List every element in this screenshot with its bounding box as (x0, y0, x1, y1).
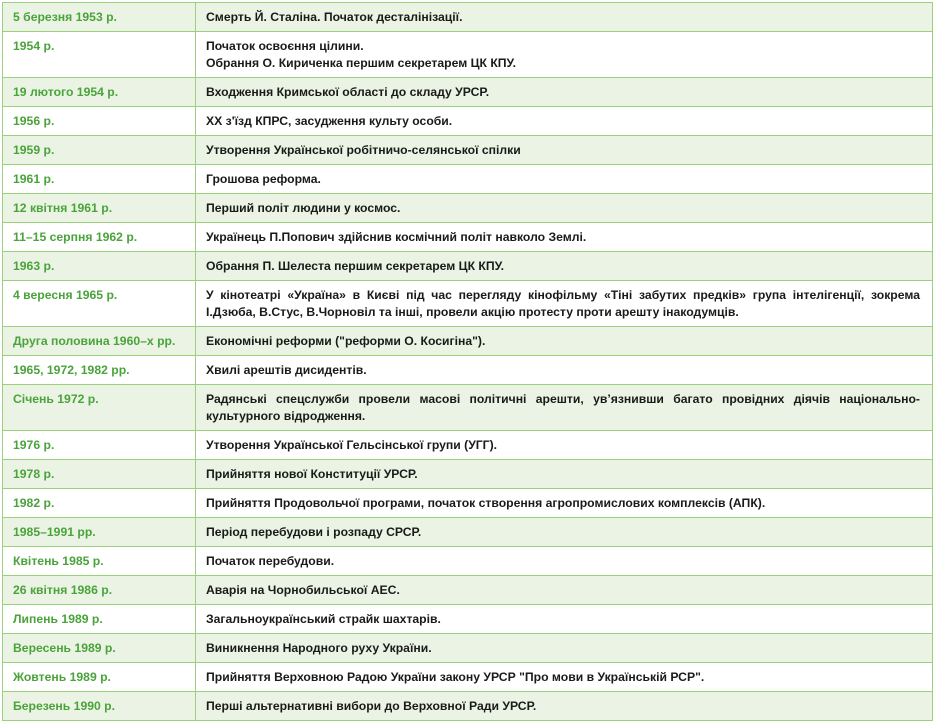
timeline-date: Друга половина 1960–х рр. (3, 327, 196, 356)
timeline-date: 1965, 1972, 1982 рр. (3, 356, 196, 385)
timeline-table (2, 2, 933, 721)
timeline-event-line: Період перебудови і розпаду СРСР. (206, 525, 422, 539)
timeline-event (196, 385, 933, 431)
timeline-date: 1963 р. (3, 252, 196, 281)
timeline-date: 1982 р. (3, 489, 196, 518)
timeline-event (196, 281, 933, 327)
timeline-event-line: Аварія на Чорнобильської АЕС. (206, 583, 400, 597)
timeline-row (3, 663, 933, 692)
timeline-event (196, 431, 933, 460)
timeline-date: Січень 1972 р. (3, 385, 196, 431)
timeline-event-line: Перші альтернативні вибори до Верховної Ради УРСР. (206, 699, 537, 713)
timeline-date: Липень 1989 р. (3, 605, 196, 634)
timeline-event (196, 634, 933, 663)
timeline-event-line: Утворення Української Гельсінської групи (УГГ). (206, 438, 498, 452)
timeline-event (196, 489, 933, 518)
timeline-event (196, 663, 933, 692)
timeline-row (3, 356, 933, 385)
timeline-date: 26 квітня 1986 р. (3, 576, 196, 605)
timeline-event-line: Входження Кримської області до складу УРСР. (206, 85, 490, 99)
timeline-event (196, 356, 933, 385)
timeline-date: 11–15 серпня 1962 р. (3, 223, 196, 252)
timeline-event-line: Утворення Української робітничо-селянської спілки (206, 143, 521, 157)
timeline-event-line: XX з'їзд КПРС, засудження культу особи. (206, 114, 453, 128)
timeline-event-line: Початок освоєння цілини. (206, 39, 364, 53)
timeline-event (196, 605, 933, 634)
timeline-date: Березень 1990 р. (3, 692, 196, 721)
timeline-row (3, 252, 933, 281)
timeline-event-line: Загальноукраїнський страйк шахтарів. (206, 612, 441, 626)
timeline-event (196, 165, 933, 194)
timeline-event-line: Хвилі арештів дисидентів. (206, 363, 367, 377)
timeline-row (3, 223, 933, 252)
timeline-row (3, 605, 933, 634)
timeline-date: Вересень 1989 р. (3, 634, 196, 663)
timeline-event (196, 136, 933, 165)
timeline-date: 1954 р. (3, 32, 196, 78)
timeline-event-line: Смерть Й. Сталіна. Початок десталінізації. (206, 10, 463, 24)
timeline-row (3, 107, 933, 136)
timeline-event-line: Прийняття Продовольчої програми, початок створення агропромислових комплексів (АПК). (206, 496, 766, 510)
timeline-event (196, 78, 933, 107)
timeline-event-line: Виникнення Народного руху України. (206, 641, 432, 655)
timeline-event (196, 327, 933, 356)
timeline-row (3, 3, 933, 32)
timeline-date: 1978 р. (3, 460, 196, 489)
timeline-date: Квітень 1985 р. (3, 547, 196, 576)
timeline-date: 12 квітня 1961 р. (3, 194, 196, 223)
timeline-event-line: Радянські спецслужби провели масові політичні арешти, ув’язнивши багато провідних діячів національно-культурного відродження. (206, 392, 920, 423)
timeline-date: 1976 р. (3, 431, 196, 460)
timeline-event (196, 460, 933, 489)
timeline-row (3, 431, 933, 460)
timeline-event (196, 3, 933, 32)
timeline-row (3, 32, 933, 78)
timeline-row (3, 547, 933, 576)
timeline-event (196, 576, 933, 605)
timeline-date: 19 лютого 1954 р. (3, 78, 196, 107)
timeline-event-line: Перший політ людини у космос. (206, 201, 401, 215)
timeline-event (196, 32, 933, 78)
timeline-event-line: Грошова реформа. (206, 172, 321, 186)
timeline-date: 1985–1991 рр. (3, 518, 196, 547)
timeline-row (3, 489, 933, 518)
timeline-row (3, 518, 933, 547)
timeline-row (3, 692, 933, 721)
timeline-event-line: Обрання О. Кириченка першим секретарем ЦК КПУ. (206, 56, 516, 70)
timeline-event-line: Українець П.Попович здійснив космічний політ навколо Землі. (206, 230, 587, 244)
timeline-event-line: Прийняття нової Конституції УРСР. (206, 467, 418, 481)
timeline-event (196, 518, 933, 547)
timeline-event-line: Економічні реформи ("реформи О. Косигіна"). (206, 334, 486, 348)
timeline-date: 1956 р. (3, 107, 196, 136)
timeline-event-line: Початок перебудови. (206, 554, 335, 568)
timeline-date: 1961 р. (3, 165, 196, 194)
timeline-event-line: У кінотеатрі «Україна» в Києві під час перегляду кінофільму «Тіні забутих предків» група інтелігенції, зокрема І.Дзюба, В.Стус, В.Чорновіл та інші, провели акцію протесту проти арешту інакодумців. (206, 288, 920, 319)
timeline-date: 5 березня 1953 р. (3, 3, 196, 32)
timeline-event (196, 547, 933, 576)
timeline-event (196, 107, 933, 136)
timeline-event-line: Обрання П. Шелеста першим секретарем ЦК КПУ. (206, 259, 505, 273)
timeline-event (196, 692, 933, 721)
timeline-body (3, 3, 933, 721)
timeline-row (3, 78, 933, 107)
timeline-row (3, 634, 933, 663)
timeline-date: 4 вересня 1965 р. (3, 281, 196, 327)
timeline-event (196, 252, 933, 281)
timeline-row (3, 136, 933, 165)
timeline-date: 1959 р. (3, 136, 196, 165)
timeline-date: Жовтень 1989 р. (3, 663, 196, 692)
timeline-row (3, 194, 933, 223)
timeline-event-line: Прийняття Верховною Радою України закону УРСР "Про мови в Українській РСР". (206, 670, 705, 684)
timeline-event (196, 194, 933, 223)
timeline-row (3, 281, 933, 327)
timeline-row (3, 165, 933, 194)
timeline-row (3, 327, 933, 356)
timeline-row (3, 460, 933, 489)
timeline-row (3, 385, 933, 431)
timeline-event (196, 223, 933, 252)
timeline-row (3, 576, 933, 605)
